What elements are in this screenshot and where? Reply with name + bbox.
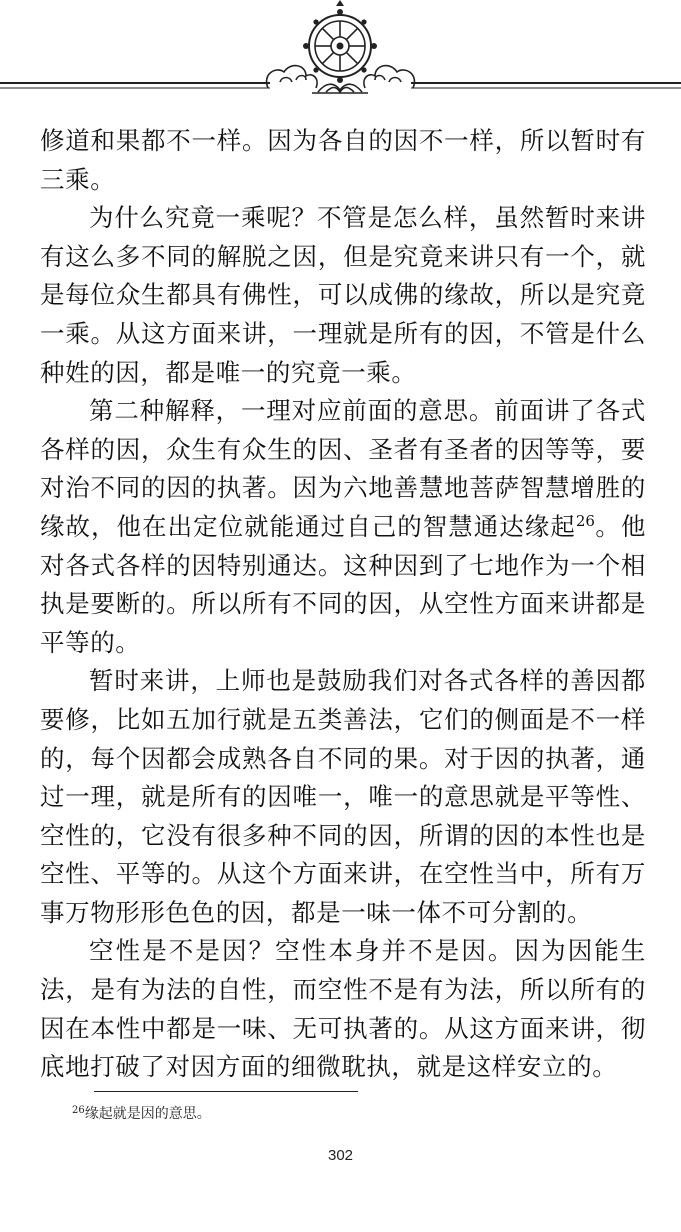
- footnote-divider: [94, 1091, 358, 1092]
- footnote: [72, 1104, 211, 1124]
- header-ornament: [0, 0, 681, 110]
- paragraph-text-continued: 他对各式各样的因特别通达。这种因到了七地作为一个相执是要断的。所以所有不同的因，从空性方面来讲都是平等的。: [40, 511, 646, 657]
- paragraph: 为什么究竟一乘呢？不管是怎么样，虽然暂时来讲有这么多不同的解脱之因，但是究竟来讲只有一个，就是每位众生都具有佛性，可以成佛的缘故，所以是究竟一乘。从这方面来讲，一理就是所有的因，不管是什么种姓的因，都是唯一的究竟一乘。: [40, 203, 646, 387]
- footnote-text: 缘起就是因的意思。: [84, 1106, 211, 1122]
- page-number: 302: [327, 1147, 354, 1164]
- paragraph: [40, 392, 646, 662]
- paragraph: 暂时来讲，上师也是鼓励我们对各式各样的善因都要修，比如五加行就是五类善法，它们的侧面是不一样的，每个因都会成熟各自不同的果。对于因的执著，通过一理，就是所有的因唯一，唯一的意思就是平等性、空性的，它没有很多种不同的因，所谓的因的本性也是空性、平等的。从这个方面来讲，在空性当中，所有万事万物形形色色的因，都是一味一体不可分割的。: [40, 666, 646, 927]
- footnote-number: 26: [72, 1105, 85, 1116]
- paragraph: 空性是不是因？空性本身并不是因。因为因能生法，是有为法的自性，而空性不是有为法，所以所有的因在本性中都是一味、无可执著的。从这方面来讲，彻底地打破了对因方面的细微耽执，就是这样安立的。: [40, 936, 646, 1082]
- footnote-reference[interactable]: 26: [575, 511, 595, 530]
- paragraph-text: 第二种解释，一理对应前面的意思。前面讲了各式各样的因，众生有众生的因、圣者有圣者的因等等，要对治不同的因的执著。因为六地善慧地菩萨智慧增胜的缘故，他在出定位就能通过自己的智慧通达缘起: [40, 396, 646, 541]
- dharma-wheel-icon: [303, 0, 377, 83]
- right-cloud-ornament: [364, 66, 415, 88]
- lotus-base-icon: [312, 84, 368, 93]
- body-text: [40, 122, 646, 1087]
- left-cloud-ornament: [267, 66, 318, 88]
- paragraph: 修道和果都不一样。因为各自的因不一样，所以暂时有三乘。: [40, 126, 646, 194]
- paragraph-text-tail: 。: [594, 511, 621, 541]
